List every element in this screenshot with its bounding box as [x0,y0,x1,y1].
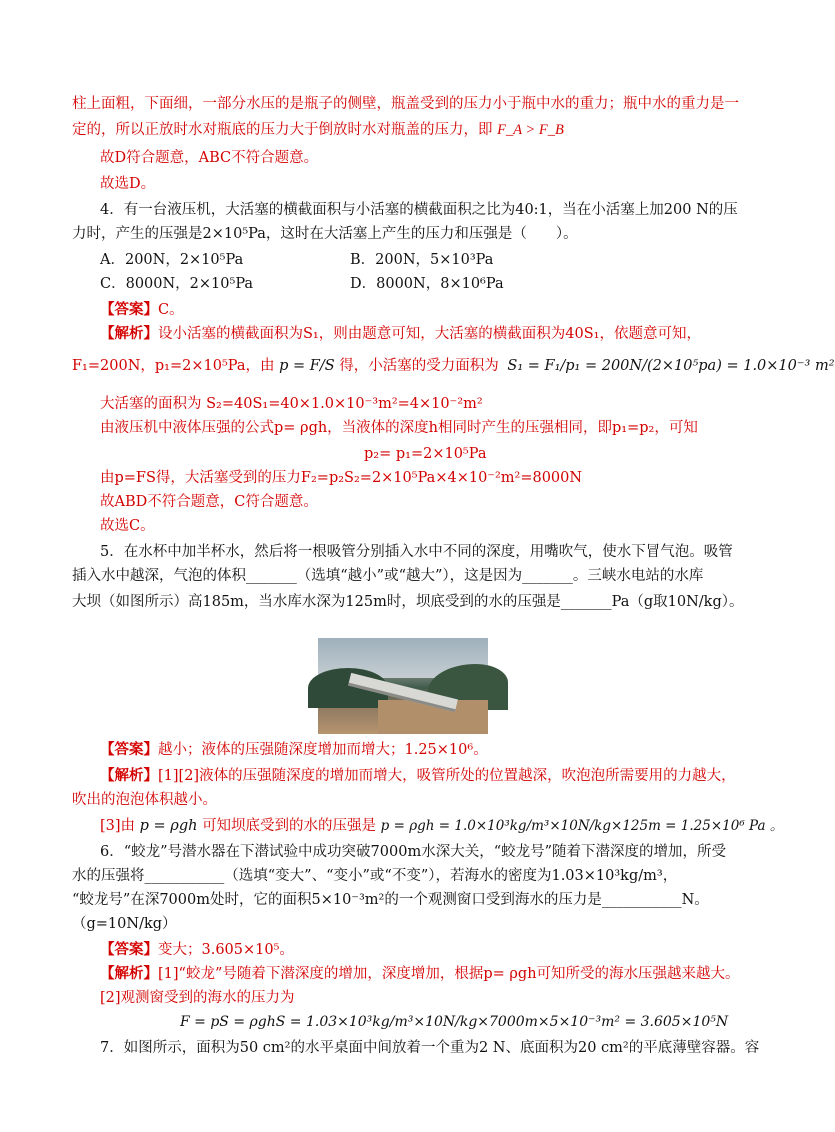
option-d: D．8000N，8×10⁶Pa [350,276,504,292]
analysis-line: 大活塞的面积为 S₂=40S₁=40×1.0×10⁻³m²=4×10⁻²m² [100,396,483,412]
analysis-text: 设小活塞的横截面积为S₁，则由题意可知，大活塞的横截面积为40S₁，依题意可知， [158,326,701,342]
answer-tag: 【答案】 [100,301,158,318]
formula-s1-calc: S₁ = F₁/p₁ = 200N/(2×10⁵pa) = 1.0×10⁻³ m² [507,358,835,374]
analysis-tag: 【解析】 [100,325,158,342]
answer-line [100,300,184,320]
analysis-text: [1][2]液体的压强随深度的增加而增大，吸管所处的位置越深，吹泡泡所需要用的力越大， [158,768,736,784]
option-c: C．8000N，2×10⁵Pa [100,276,254,292]
analysis-text: 可知坝底受到的水的压强是 [202,818,377,834]
analysis-line [100,324,701,344]
option-b: B．200N，5×10³Pa [350,252,494,268]
formula-p-calc: p = ρgh = 1.0×10³kg/m³×10N/kg×125m = 1.25×10⁶ Pa 。 [380,818,784,834]
three-gorges-dam-photo [318,638,488,734]
option-a: A．200N，2×10⁵Pa [100,252,244,268]
question-6-line: （g=10N/kg） [72,916,177,932]
text-line [72,120,564,140]
analysis-line: p₂= p₁=2×10⁵Pa [364,446,487,462]
analysis-line: 由液压机中液体压强的公式p= ρgh，当液体的深度h相同时产生的压强相同，即p₁=p₂，可知 [100,420,698,436]
question-5-line: 5．在水杯中加半杯水，然后将一根吸管分别插入水中不同的深度，用嘴吹气，使水下冒气泡。吸管 [100,544,733,560]
answer-text: 变大；3.605×10⁵。 [158,942,294,958]
answer-line [100,940,294,960]
analysis-text: [1]“蛟龙”号随着下潜深度的增加，深度增加，根据p= ρgh可知所受的海水压强越来越大。 [158,966,740,982]
answer-tag: 【答案】 [100,941,158,958]
analysis-line [100,964,740,984]
formula-f-calc: F = pS = ρghS = 1.03×10³kg/m³×10N/kg×7000m×5×10⁻³m² = 3.605×10⁵N [180,1014,729,1030]
analysis-line: [2]观测窗受到的海水的压力为 [100,990,295,1006]
question-5-line: 插入水中越深，气泡的体积_______（选填“越小”或“越大”），这是因为_______。三峡水电站的水库 [72,568,704,584]
analysis-line: 故选C。 [100,518,155,534]
analysis-line [72,356,835,376]
question-5-line: 大坝（如图所示）高185m，当水库水深为125m时，坝底受到的水的压强是_______Pa（g取10N/kg）。 [72,594,744,610]
formula-p-f-s: p = F/S [279,358,335,374]
analysis-line [100,766,736,786]
answer-text: C。 [158,302,184,318]
question-6-line: 6．“蛟龙”号潜水器在下潜试验中成功突破7000m水深大关，“蛟龙号”随着下潜深度的增加，所受 [100,844,727,860]
answer-text: 越小；液体的压强随深度增加而增大；1.25×10⁶。 [158,742,488,758]
formula-p-rho-gh: p = ρgh [139,818,198,834]
analysis-tag: 【解析】 [100,767,158,784]
analysis-line: 故ABD不符合题意，C符合题意。 [100,494,318,510]
text-span: 定的，所以正放时水对瓶底的压力大于倒放时水对瓶盖的压力，即 [72,122,493,138]
question-4-line: 力时，产生的压强是2×10⁵Pa，这时在大活塞上产生的压力和压强是（ ）。 [72,226,578,242]
answer-line [100,740,488,760]
text-line: 柱上面粗，下面细，一部分水压的是瓶子的侧壁，瓶盖受到的压力小于瓶中水的重力；瓶中水的重力是一 [72,96,739,112]
text-line: 故D符合题意，ABC不符合题意。 [100,150,319,166]
text-line: 故选D。 [100,176,156,192]
question-4-line: 4．有一台液压机，大活塞的横截面积与小活塞的横截面积之比为40:1，当在小活塞上加200 N的压 [100,202,738,218]
analysis-line: 由p=FS得，大活塞受到的压力F₂=p₂S₂=2×10⁵Pa×4×10⁻²m²=8000N [100,470,583,486]
question-6-line: 水的压强将___________（选填“变大”、“变小”或“不变”），若海水的密度为1.03×10³kg/m³， [72,868,678,884]
answer-tag: 【答案】 [100,741,158,758]
analysis-text: F₁=200N，p₁=2×10⁵Pa，由 [72,358,275,374]
formula-fa-fb: F_A > F_B [497,122,564,138]
analysis-text: [3]由 [100,818,136,834]
question-6-line: “蛟龙号”在深7000m处时，它的面积5×10⁻³m²的一个观测窗口受到海水的压力是___________N。 [72,892,709,908]
analysis-text: 得，小活塞的受力面积为 [339,358,499,374]
analysis-line [100,816,783,836]
analysis-tag: 【解析】 [100,965,158,982]
question-7-line: 7．如图所示，面积为50 cm²的水平桌面中间放着一个重为2 N、底面积为20 cm²的平底薄壁容器。容 [100,1040,760,1056]
analysis-line: 吹出的泡泡体积越小。 [72,792,217,808]
